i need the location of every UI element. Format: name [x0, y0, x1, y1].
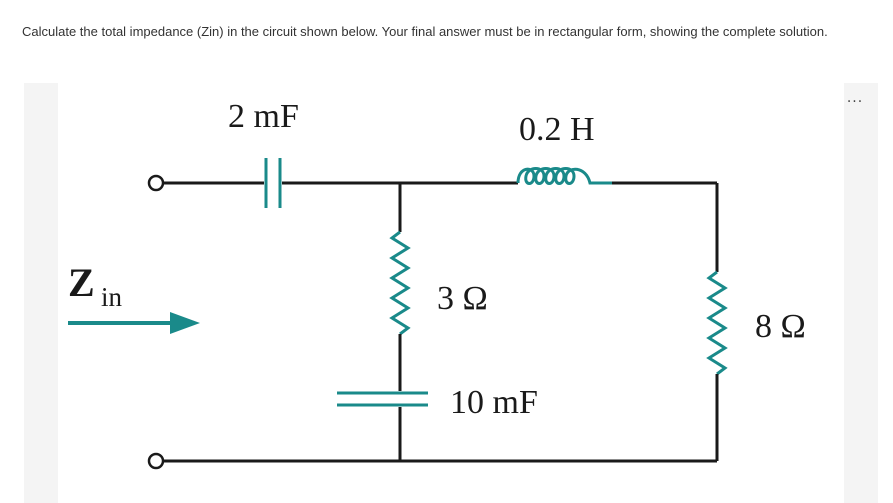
label-zin-main: Z: [68, 260, 95, 305]
label-capacitor-series: 2 mF: [228, 98, 299, 135]
capacitor-series: [266, 158, 280, 208]
question-text: Calculate the total impedance (Zin) in the circuit shown below. Your final answer must be in rectangular form, showing the complete solution.: [22, 24, 828, 39]
zin-arrow-icon: [170, 312, 200, 334]
label-zin-sub: in: [101, 282, 123, 312]
input-terminal-top: [149, 176, 163, 190]
label-capacitor-shunt: 10 mF: [450, 384, 538, 421]
label-inductor: 0.2 H: [519, 111, 595, 148]
ellipsis-icon[interactable]: ...: [846, 90, 864, 106]
capacitor-shunt: [337, 393, 428, 405]
resistor-shunt: [392, 232, 408, 334]
input-terminal-bottom: [149, 454, 163, 468]
inductor: [518, 169, 612, 184]
label-resistor-load: 8 Ω: [755, 308, 806, 345]
label-resistor-shunt: 3 Ω: [437, 280, 488, 317]
resistor-load: [709, 272, 725, 374]
